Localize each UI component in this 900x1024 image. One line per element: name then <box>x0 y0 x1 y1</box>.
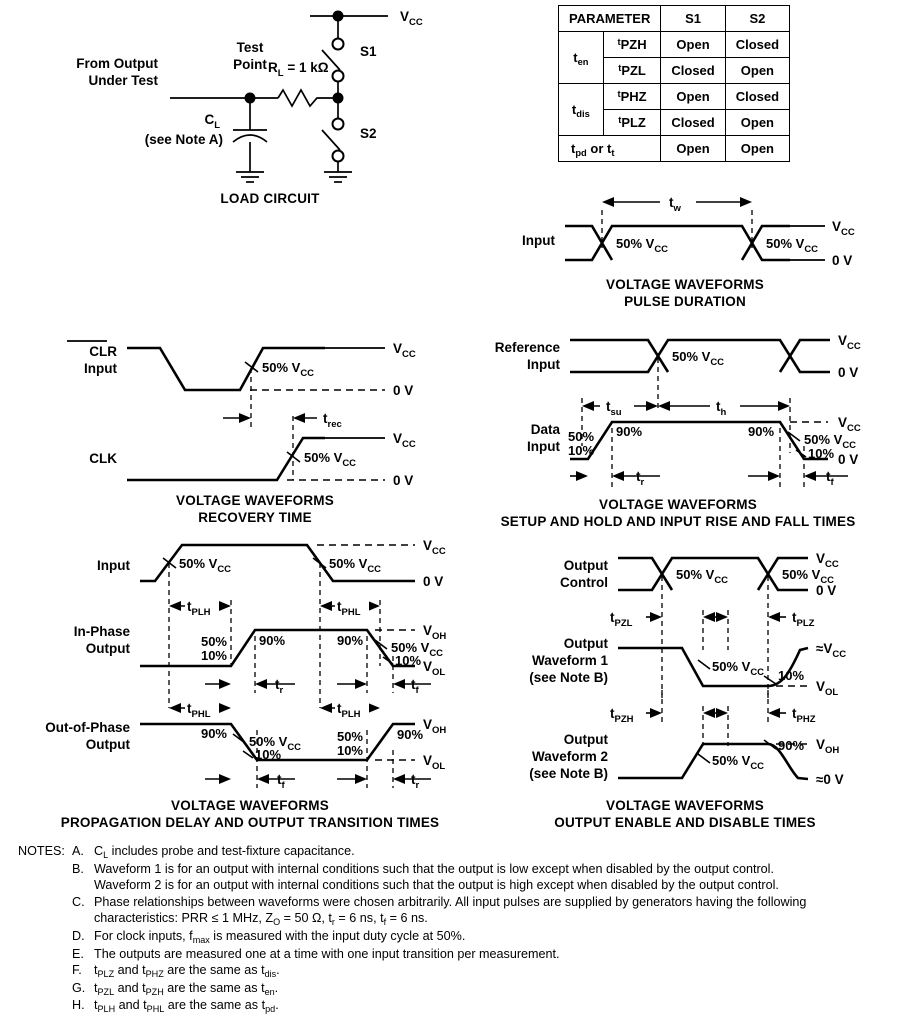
inphase-fifty-left-label: 50% <box>200 634 227 649</box>
arrow-data-start <box>576 471 588 481</box>
waveform1-label-line2: Waveform 1 <box>531 653 608 668</box>
cell-s2-value: Closed <box>725 32 789 58</box>
note-text: $t_{PZL}$ and $t_{PZH}$ are the same as $t_{en}$. <box>94 980 279 997</box>
pulse-fifty-left-label: 50% $V_{CC}$ <box>616 236 669 255</box>
prop-vcc-label: $V_{CC}$ <box>423 538 446 557</box>
prop-input-label: Input <box>97 558 130 573</box>
load-vcc-label: $V_{CC}$ <box>400 9 423 28</box>
waveform2-fifty-label: 50% $V_{CC}$ <box>712 753 765 772</box>
enable-disable-diagram <box>460 538 900 836</box>
arrow-mid2-left <box>703 708 715 718</box>
tplh-top-label: $t_{PLH}$ <box>187 599 211 618</box>
cell-s1-value: Open <box>661 84 725 110</box>
approx-vcc-label: $\approx V_{CC}$ <box>816 641 847 660</box>
ref-wave-c <box>780 340 830 372</box>
arrow-tplz <box>768 612 780 622</box>
notes-heading: NOTES: <box>18 844 65 858</box>
recovery-time-diagram <box>55 328 485 523</box>
waveform1-fifty-tick <box>698 660 710 669</box>
arrow-data-end <box>768 471 780 481</box>
output-control-label-line1: Output <box>563 558 608 573</box>
ctrl-fifty-left-label: 50% $V_{CC}$ <box>676 567 729 586</box>
note-letter: A. <box>72 844 84 858</box>
note-item <box>18 894 888 928</box>
arrow-tplh-mid-left <box>320 703 332 713</box>
cell-group-tdis: $t_{dis}$ <box>559 84 604 136</box>
tf-label: $t_f$ <box>826 469 834 488</box>
clk-fifty-label: 50% $V_{CC}$ <box>304 450 357 469</box>
note-letter: C. <box>72 894 85 909</box>
inphase-ninety-left-label: 90% <box>259 633 286 648</box>
waveform1-ten-label: 10% <box>778 668 805 683</box>
cell-param-tpzh: $^t$PZH <box>603 32 661 58</box>
outphase-ten-left-label: 10% <box>255 747 282 762</box>
arrow-tphl-mid-right <box>219 703 231 713</box>
enable-vcc-label: $V_{CC}$ <box>816 551 839 570</box>
waveform2-label-line2: Waveform 2 <box>531 749 608 764</box>
arrow-tplh-mid-right <box>368 703 380 713</box>
tphz-label: $t_{PHZ}$ <box>792 706 816 725</box>
prop-vol-label-outphase: $V_{OL}$ <box>423 753 446 772</box>
capacitor-note-label: (see Note A) <box>144 132 223 147</box>
test-point-label-line2: Point <box>233 57 267 72</box>
inphase-fifty-right-label: 50% $V_{CC}$ <box>391 640 444 659</box>
arrow-outphase-rise-start <box>355 774 367 784</box>
arrow-tpzh <box>650 708 662 718</box>
table-row <box>559 84 790 110</box>
load-circuit-diagram <box>70 0 490 210</box>
capacitor-label: $C_L$ <box>204 112 220 131</box>
s2-label: S2 <box>360 126 377 141</box>
waveform2-fifty-tick <box>698 754 710 763</box>
waveform2-label-line3: (see Note B) <box>529 766 608 781</box>
note-letter: B. <box>72 861 84 876</box>
pulse-fifty-right-label: 50% $V_{CC}$ <box>766 236 819 255</box>
parameter-table <box>558 5 790 162</box>
tpzh-label: $t_{PZH}$ <box>610 706 634 725</box>
load-circuit-caption: LOAD CIRCUIT <box>220 191 320 206</box>
pulse-caption-line2: PULSE DURATION <box>624 294 746 309</box>
prop-input-fifty-left-label: 50% $V_{CC}$ <box>179 556 232 575</box>
approx-zero-label: ≈0 V <box>816 772 844 787</box>
arrow-tf1-left <box>393 679 405 689</box>
clr-zero-label: 0 V <box>393 383 414 398</box>
tsu-label: $t_{su}$ <box>606 399 622 418</box>
recovery-caption-line1: VOLTAGE WAVEFORMS <box>176 493 334 508</box>
arrow-tsu-left <box>582 401 594 411</box>
data-ten-right-label: 10% <box>808 446 835 461</box>
enable-zero-label: 0 V <box>816 583 837 598</box>
note-letter: D. <box>72 928 85 943</box>
data-ninety-right-label: 90% <box>748 424 775 439</box>
arrow-right-tw <box>740 197 752 207</box>
inphase-ninety-right-label: 90% <box>337 633 364 648</box>
pulse-vcc-label: $V_{CC}$ <box>832 219 855 238</box>
outphase-ninety-right-label: 90% <box>397 727 424 742</box>
cell-s2-value: Open <box>725 110 789 136</box>
note-item <box>18 861 888 894</box>
from-output-label-line1: From Output <box>76 56 158 71</box>
inphase-label-line1: In-Phase <box>73 624 130 639</box>
arrow-inphase-fall-start <box>355 679 367 689</box>
setup-zero-label-bottom: 0 V <box>838 452 859 467</box>
th-label: $t_h$ <box>716 399 727 418</box>
waveform1-label-line3: (see Note B) <box>529 670 608 685</box>
cell-param-tphz: $^t$PHZ <box>603 84 661 110</box>
arrow-mid-left <box>703 612 715 622</box>
note-text: $t_{PLH}$ and $t_{PHL}$ are the same as $t_{pd}$. <box>94 998 279 1015</box>
data-waveform <box>570 422 828 459</box>
cell-param-tpzl: $^t$PZL <box>603 58 661 84</box>
inphase-ten-left-label: 10% <box>200 648 227 663</box>
note-text: Phase relationships between waveforms were chosen arbitrarily. All input pulses are supplied by generators having the following characteristics: PRR ≤ 1 MHz, $Z_O = 50$ Ω, $t_r = 6$ ns, $t_f = 6$ ns. <box>94 894 807 928</box>
arrow-tpzl <box>650 612 662 622</box>
arrow-th-left <box>658 401 670 411</box>
load-resistor <box>278 90 338 106</box>
arrow-tphl-mid-left <box>169 703 181 713</box>
s1-label: S1 <box>360 44 377 59</box>
prop-caption-line1: VOLTAGE WAVEFORMS <box>171 798 329 813</box>
outphase-label-line2: Output <box>85 737 130 752</box>
note-text: Waveform 1 is for an output with internal conditions such that the output is low except when disabled by the output control. Waveform 2 is for an output with internal conditions such that the output is high except when disabled by the output control. <box>94 861 779 893</box>
waveform2-voh-label: $V_{OH}$ <box>816 737 840 756</box>
arrow-tr-left <box>612 471 624 481</box>
setup-caption-line2: SETUP AND HOLD AND INPUT RISE AND FALL TIMES <box>500 514 856 529</box>
prop-input-fifty-right-label: 50% $V_{CC}$ <box>329 556 382 575</box>
ref-wave-a <box>570 340 668 372</box>
pulse-wave-main <box>565 226 790 260</box>
s2-terminal-top <box>333 119 344 130</box>
arrow-tr1-left <box>255 679 267 689</box>
arrow-tphl-top-right <box>368 601 380 611</box>
arrow-tplh-top-right <box>219 601 231 611</box>
prop-voh-label-inphase: $V_{OH}$ <box>423 623 447 642</box>
waveform1-fifty-label: 50% $V_{CC}$ <box>712 659 765 678</box>
clk-label: CLK <box>89 451 117 466</box>
arrow-th-right <box>778 401 790 411</box>
cell-group-ten: $t_{en}$ <box>559 32 604 84</box>
ctrl-wave-a <box>618 558 672 590</box>
outphase-ninety-left-label: 90% <box>200 726 227 741</box>
outphase-ten-right-label: 10% <box>336 743 363 758</box>
data-fifty-right-label: 50% $V_{CC}$ <box>804 432 857 451</box>
table-header-row <box>559 6 790 32</box>
trec-label: $t_{rec}$ <box>323 411 342 430</box>
setup-zero-label-top: 0 V <box>838 365 859 380</box>
prop-voh-label-outphase: $V_{OH}$ <box>423 717 447 736</box>
note-item <box>18 980 888 998</box>
node-vcc-dot <box>333 11 344 22</box>
clr-input-label: Input <box>84 361 117 376</box>
data-input-label-line1: Data <box>530 422 560 437</box>
inphase-ten-right-label: 10% <box>395 653 422 668</box>
setup-caption-line1: VOLTAGE WAVEFORMS <box>599 497 757 512</box>
s2-blade <box>322 130 340 150</box>
propagation-delay-diagram <box>45 538 495 836</box>
clk-vcc-label: $V_{CC}$ <box>393 431 416 450</box>
tphl-mid-label: $t_{PHL}$ <box>187 701 211 720</box>
outphase-fifty-right-label: 50% <box>336 729 363 744</box>
note-text: $C_L$ includes probe and test-fixture capacitance. <box>94 844 355 860</box>
note-letter: F. <box>72 963 82 978</box>
outphase-fifty-left-label: 50% $V_{CC}$ <box>249 734 302 753</box>
reference-input-label-line1: Reference <box>494 340 560 355</box>
clk-zero-label: 0 V <box>393 473 414 488</box>
note-item <box>18 946 888 963</box>
tr2-label: $t_r$ <box>411 772 420 791</box>
arrow-tr2-left <box>393 774 405 784</box>
header-s2: S2 <box>725 6 789 32</box>
data-ninety-left-label: 90% <box>616 424 643 439</box>
note-text: For clock inputs, $f_{max}$ is measured with the input duty cycle at 50%. <box>94 928 466 945</box>
arrow-tphz <box>768 708 780 718</box>
cell-s2-value: Open <box>725 136 789 162</box>
test-point-label-line1: Test <box>236 40 264 55</box>
tpzl-label: $t_{PZL}$ <box>610 610 633 629</box>
note-letter: H. <box>72 998 85 1013</box>
arrow-mid2-right <box>716 708 728 718</box>
cell-s1-value: Closed <box>661 58 725 84</box>
header-s1: S1 <box>661 6 725 32</box>
arrow-tsu-right <box>646 401 658 411</box>
cell-s1-value: Open <box>661 32 725 58</box>
note-item <box>18 928 888 946</box>
pulse-duration-diagram <box>470 188 900 313</box>
s2-terminal-bottom <box>333 151 344 162</box>
prop-zero-label: 0 V <box>423 574 444 589</box>
enable-caption-line1: VOLTAGE WAVEFORMS <box>606 798 764 813</box>
waveform2-label-line1: Output <box>563 732 608 747</box>
pulse-zero-label: 0 V <box>832 253 853 268</box>
arrow-tplh-top-left <box>169 601 181 611</box>
tw-label: $t_w$ <box>669 195 681 214</box>
tplz-label: $t_{PLZ}$ <box>792 610 815 629</box>
parameter-table-wrapper <box>558 5 790 162</box>
arrow-left-tw <box>602 197 614 207</box>
cell-param-tplz: $^t$PLZ <box>603 110 661 136</box>
waveform1-vol-label: $V_{OL}$ <box>816 679 839 698</box>
note-text: The outputs are measured one at a time with one input transition per measurement. <box>94 946 560 961</box>
arrow-tf2-left <box>257 774 269 784</box>
pulse-input-label: Input <box>522 233 555 248</box>
note-item <box>18 997 888 1015</box>
note-text: $t_{PLZ}$ and $t_{PHZ}$ are the same as $t_{dis}$. <box>94 963 280 980</box>
clr-fifty-label: 50% $V_{CC}$ <box>262 360 315 379</box>
from-output-label-line2: Under Test <box>88 73 158 88</box>
capacitor-plate-bottom <box>233 135 267 142</box>
prop-vol-label-inphase: $V_{OL}$ <box>423 659 446 678</box>
tf2-label: $t_f$ <box>277 772 285 791</box>
cell-s2-value: Open <box>725 58 789 84</box>
pulse-caption-line1: VOLTAGE WAVEFORMS <box>606 277 764 292</box>
cell-s1-value: Closed <box>661 110 725 136</box>
setup-hold-diagram <box>460 328 900 533</box>
data-input-label-line2: Input <box>527 439 560 454</box>
tplh-mid-label: $t_{PLH}$ <box>337 701 361 720</box>
output-control-label-line2: Control <box>560 575 608 590</box>
notes-block <box>18 843 888 1015</box>
cell-s1-value: Open <box>661 136 725 162</box>
header-parameter: PARAMETER <box>559 6 661 32</box>
clr-vcc-label: $V_{CC}$ <box>393 341 416 360</box>
ref-fifty-label: 50% $V_{CC}$ <box>672 349 725 368</box>
cell-param-tpd-or-tt: $t_{pd}$ or $t_t$ <box>559 136 661 162</box>
setup-vcc-label-top: $V_{CC}$ <box>838 333 861 352</box>
setup-vcc-label-bottom: $V_{CC}$ <box>838 415 861 434</box>
note-item <box>18 843 888 861</box>
waveform1-label-line1: Output <box>563 636 608 651</box>
pulse-wave-upper-left <box>565 226 612 260</box>
waveform2-ninety-label: 90% <box>778 738 805 753</box>
recovery-caption-line2: RECOVERY TIME <box>198 510 312 523</box>
enable-caption-line2: OUTPUT ENABLE AND DISABLE TIMES <box>554 815 816 830</box>
ctrl-fifty-right-label: 50% $V_{CC}$ <box>782 567 835 586</box>
s1-terminal-bottom <box>333 71 344 82</box>
note-letter: E. <box>72 946 84 961</box>
arrow-trec-left <box>239 413 251 423</box>
data-fifty-left-label: 50% <box>568 429 595 444</box>
arrow-mid-right <box>716 612 728 622</box>
tf1-label: $t_f$ <box>411 677 419 696</box>
waveform1-ten-tick <box>764 676 776 684</box>
load-resistor-label: $R_L = 1$ kΩ <box>268 60 329 79</box>
arrow-inphase-rise-start <box>219 679 231 689</box>
outphase-label-line1: Out-of-Phase <box>45 720 130 735</box>
note-item <box>18 962 888 980</box>
cell-s2-value: Closed <box>725 84 789 110</box>
reference-input-label-line2: Input <box>527 357 560 372</box>
tr-label: $t_r$ <box>636 469 645 488</box>
tphl-top-label: $t_{PHL}$ <box>337 599 361 618</box>
arrow-trec-right <box>293 413 305 423</box>
clr-label: CLR <box>89 344 117 359</box>
prop-caption-line2: PROPAGATION DELAY AND OUTPUT TRANSITION TIMES <box>60 815 440 830</box>
arrow-outphase-fall-start <box>219 774 231 784</box>
table-row <box>559 136 790 162</box>
data-ten-left-label: 10% <box>568 443 595 458</box>
inphase-label-line2: Output <box>85 641 130 656</box>
s1-terminal-top <box>333 39 344 50</box>
arrow-tf-left <box>804 471 816 481</box>
arrow-tphl-top-left <box>320 601 332 611</box>
table-row <box>559 32 790 58</box>
note-letter: G. <box>72 980 86 995</box>
tr1-label: $t_r$ <box>275 677 284 696</box>
